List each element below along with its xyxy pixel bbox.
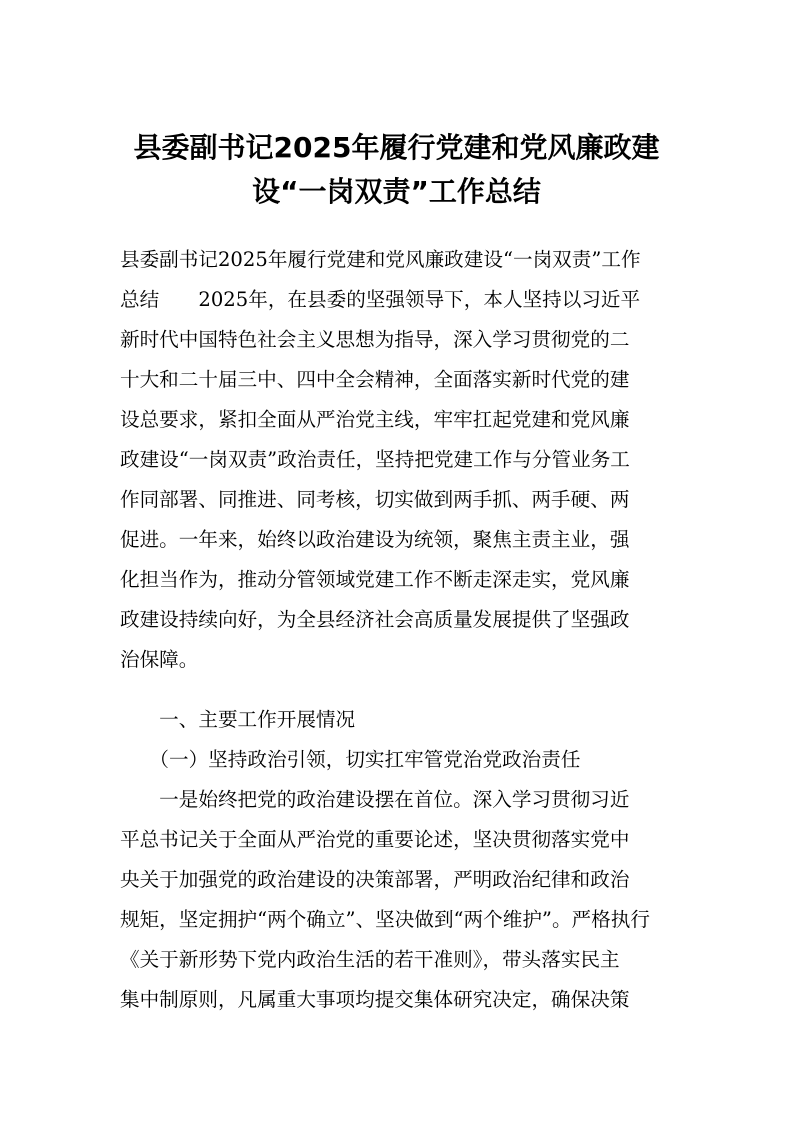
body-line: 作同部署、同推进、同考核，切实做到两手抓、两手硬、两 xyxy=(120,488,630,511)
body-line: 规矩，坚定拥护“两个确立”、坚决做到“两个维护”。严格执行 xyxy=(120,908,650,931)
body-line: 县委副书记2025年履行党建和党风廉政建设“一岗双责”工作 xyxy=(120,248,641,271)
body-line: 一是始终把党的政治建设摆在首位。深入学习贯彻习近 xyxy=(120,788,630,811)
body-line: 十大和二十届三中、四中全会精神，全面落实新时代党的建 xyxy=(120,368,630,391)
body-line: 促进。一年来，始终以政治建设为统领，聚焦主责主业，强 xyxy=(120,528,630,551)
body-line: 总结 2025年，在县委的坚强领导下，本人坚持以习近平 xyxy=(120,288,641,311)
body-line: 集中制原则，凡属重大事项均提交集体研究决定，确保决策 xyxy=(120,988,630,1011)
body-line: 设总要求，紧扣全面从严治党主线，牢牢扛起党建和党风廉 xyxy=(120,408,630,431)
body-line: 化担当作为，推动分管领域党建工作不断走深走实，党风廉 xyxy=(120,568,630,591)
body-line: 政建设持续向好，为全县经济社会高质量发展提供了坚强政 xyxy=(120,608,630,631)
body-line: 政建设“一岗双责”政治责任，坚持把党建工作与分管业务工 xyxy=(120,448,630,471)
body-line: 平总书记关于全面从严治党的重要论述，坚决贯彻落实党中 xyxy=(120,828,630,851)
section-heading: 一、主要工作开展情况 xyxy=(120,708,356,731)
body-line: 《关于新形势下党内政治生活的若干准则》，带头落实民主 xyxy=(120,948,620,971)
body-line: 央关于加强党的政治建设的决策部署，严明政治纪律和政治 xyxy=(120,868,630,891)
document-title-line-1: 县委副书记2025年履行党建和党风廉政建 xyxy=(133,131,660,164)
subsection-heading: （一）坚持政治引领，切实扛牢管党治党政治责任 xyxy=(120,748,581,771)
document-title-line-2: 设“一岗双责”工作总结 xyxy=(252,175,541,208)
body-line: 治保障。 xyxy=(120,648,199,671)
body-line: 新时代中国特色社会主义思想为指导，深入学习贯彻党的二 xyxy=(120,328,630,351)
